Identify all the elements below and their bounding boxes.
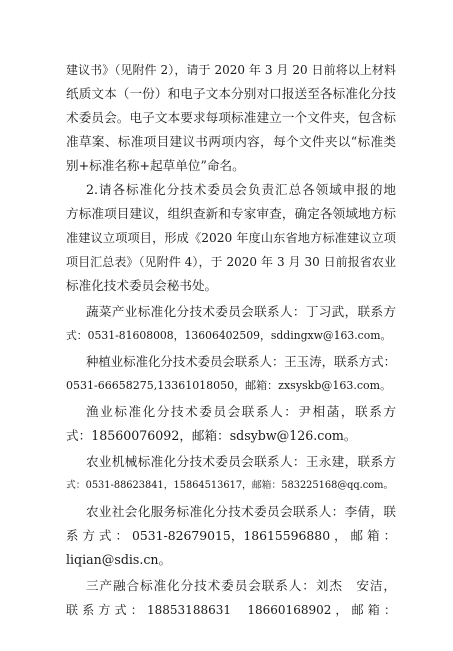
contact-line: 联 系 方 式 ： 18853188631 18660168902 ， 邮 箱 ： [66, 603, 396, 617]
contact-line: 种植业标准化分技术委员会联系人：王玉涛，联系方式： [86, 354, 396, 369]
paragraph-line: 建议书》（见附件 2），请于 2020 年 3 月 20 日前将以上材料 [66, 63, 396, 77]
paragraph-line: 别+标准名称+起草单位”命名。 [66, 158, 245, 173]
contact-line: liqian@sdis.cn。 [66, 552, 172, 567]
paragraph-line: 2.请各标准化分技术委员会负责汇总各领域申报的地 [86, 182, 396, 197]
paragraph-line: 准草案、标准项目建议书两项内容，每个文件夹以“标准类 [66, 134, 396, 149]
contact-line: 渔业标准化分技术委员会联系人：尹相菡，联系方 [86, 404, 396, 419]
paragraph-line: 方标准项目建议，组织查新和专家审查，确定各领域地方标 [66, 206, 396, 221]
paragraph-line: 项目汇总表》（见附件 4），于 2020 年 3 月 30 日前报省农业 [66, 255, 396, 269]
contact-line: 蔬菜产业标准化分技术委员会联系人：丁习武，联系方 [86, 304, 396, 319]
paragraph-line: 术委员会。电子文本要求每项标准建立一个文件夹，包含标 [66, 110, 396, 125]
contact-line: 式：0531-81608008，13606402509，sddingxw@163.com。 [66, 329, 392, 342]
contact-line: 式：0531-88623841，15864513617，邮箱：583225168@qq.com。 [66, 480, 394, 491]
paragraph-line: 准建议立项项目，形成《2020 年度山东省地方标准建议立项 [66, 231, 396, 245]
contact-line: 0531-66658275,13361018050，邮箱：zxsyskb@163.com。 [66, 379, 392, 392]
paragraph-line: 标准化技术委员会秘书处。 [66, 278, 218, 293]
paragraph-line: 纸质文本（一份）和电子文本分别对口报送至各标准化分技 [66, 86, 396, 101]
contact-line: 农业机械标准化分技术委员会联系人：王永建，联系方 [86, 454, 396, 469]
contact-line: 三产融合标准化分技术委员会联系人：刘杰 安洁， [86, 578, 396, 593]
contact-line: 式：18560076092，邮箱：sdsybw@126.com。 [66, 428, 357, 443]
contact-line: 系 方 式 ： 0531-82679015，18615596880 ， 邮 箱 ： [66, 528, 396, 543]
contact-line: 农业社会化服务标准化分技术委员会联系人：李倩，联 [86, 504, 396, 519]
